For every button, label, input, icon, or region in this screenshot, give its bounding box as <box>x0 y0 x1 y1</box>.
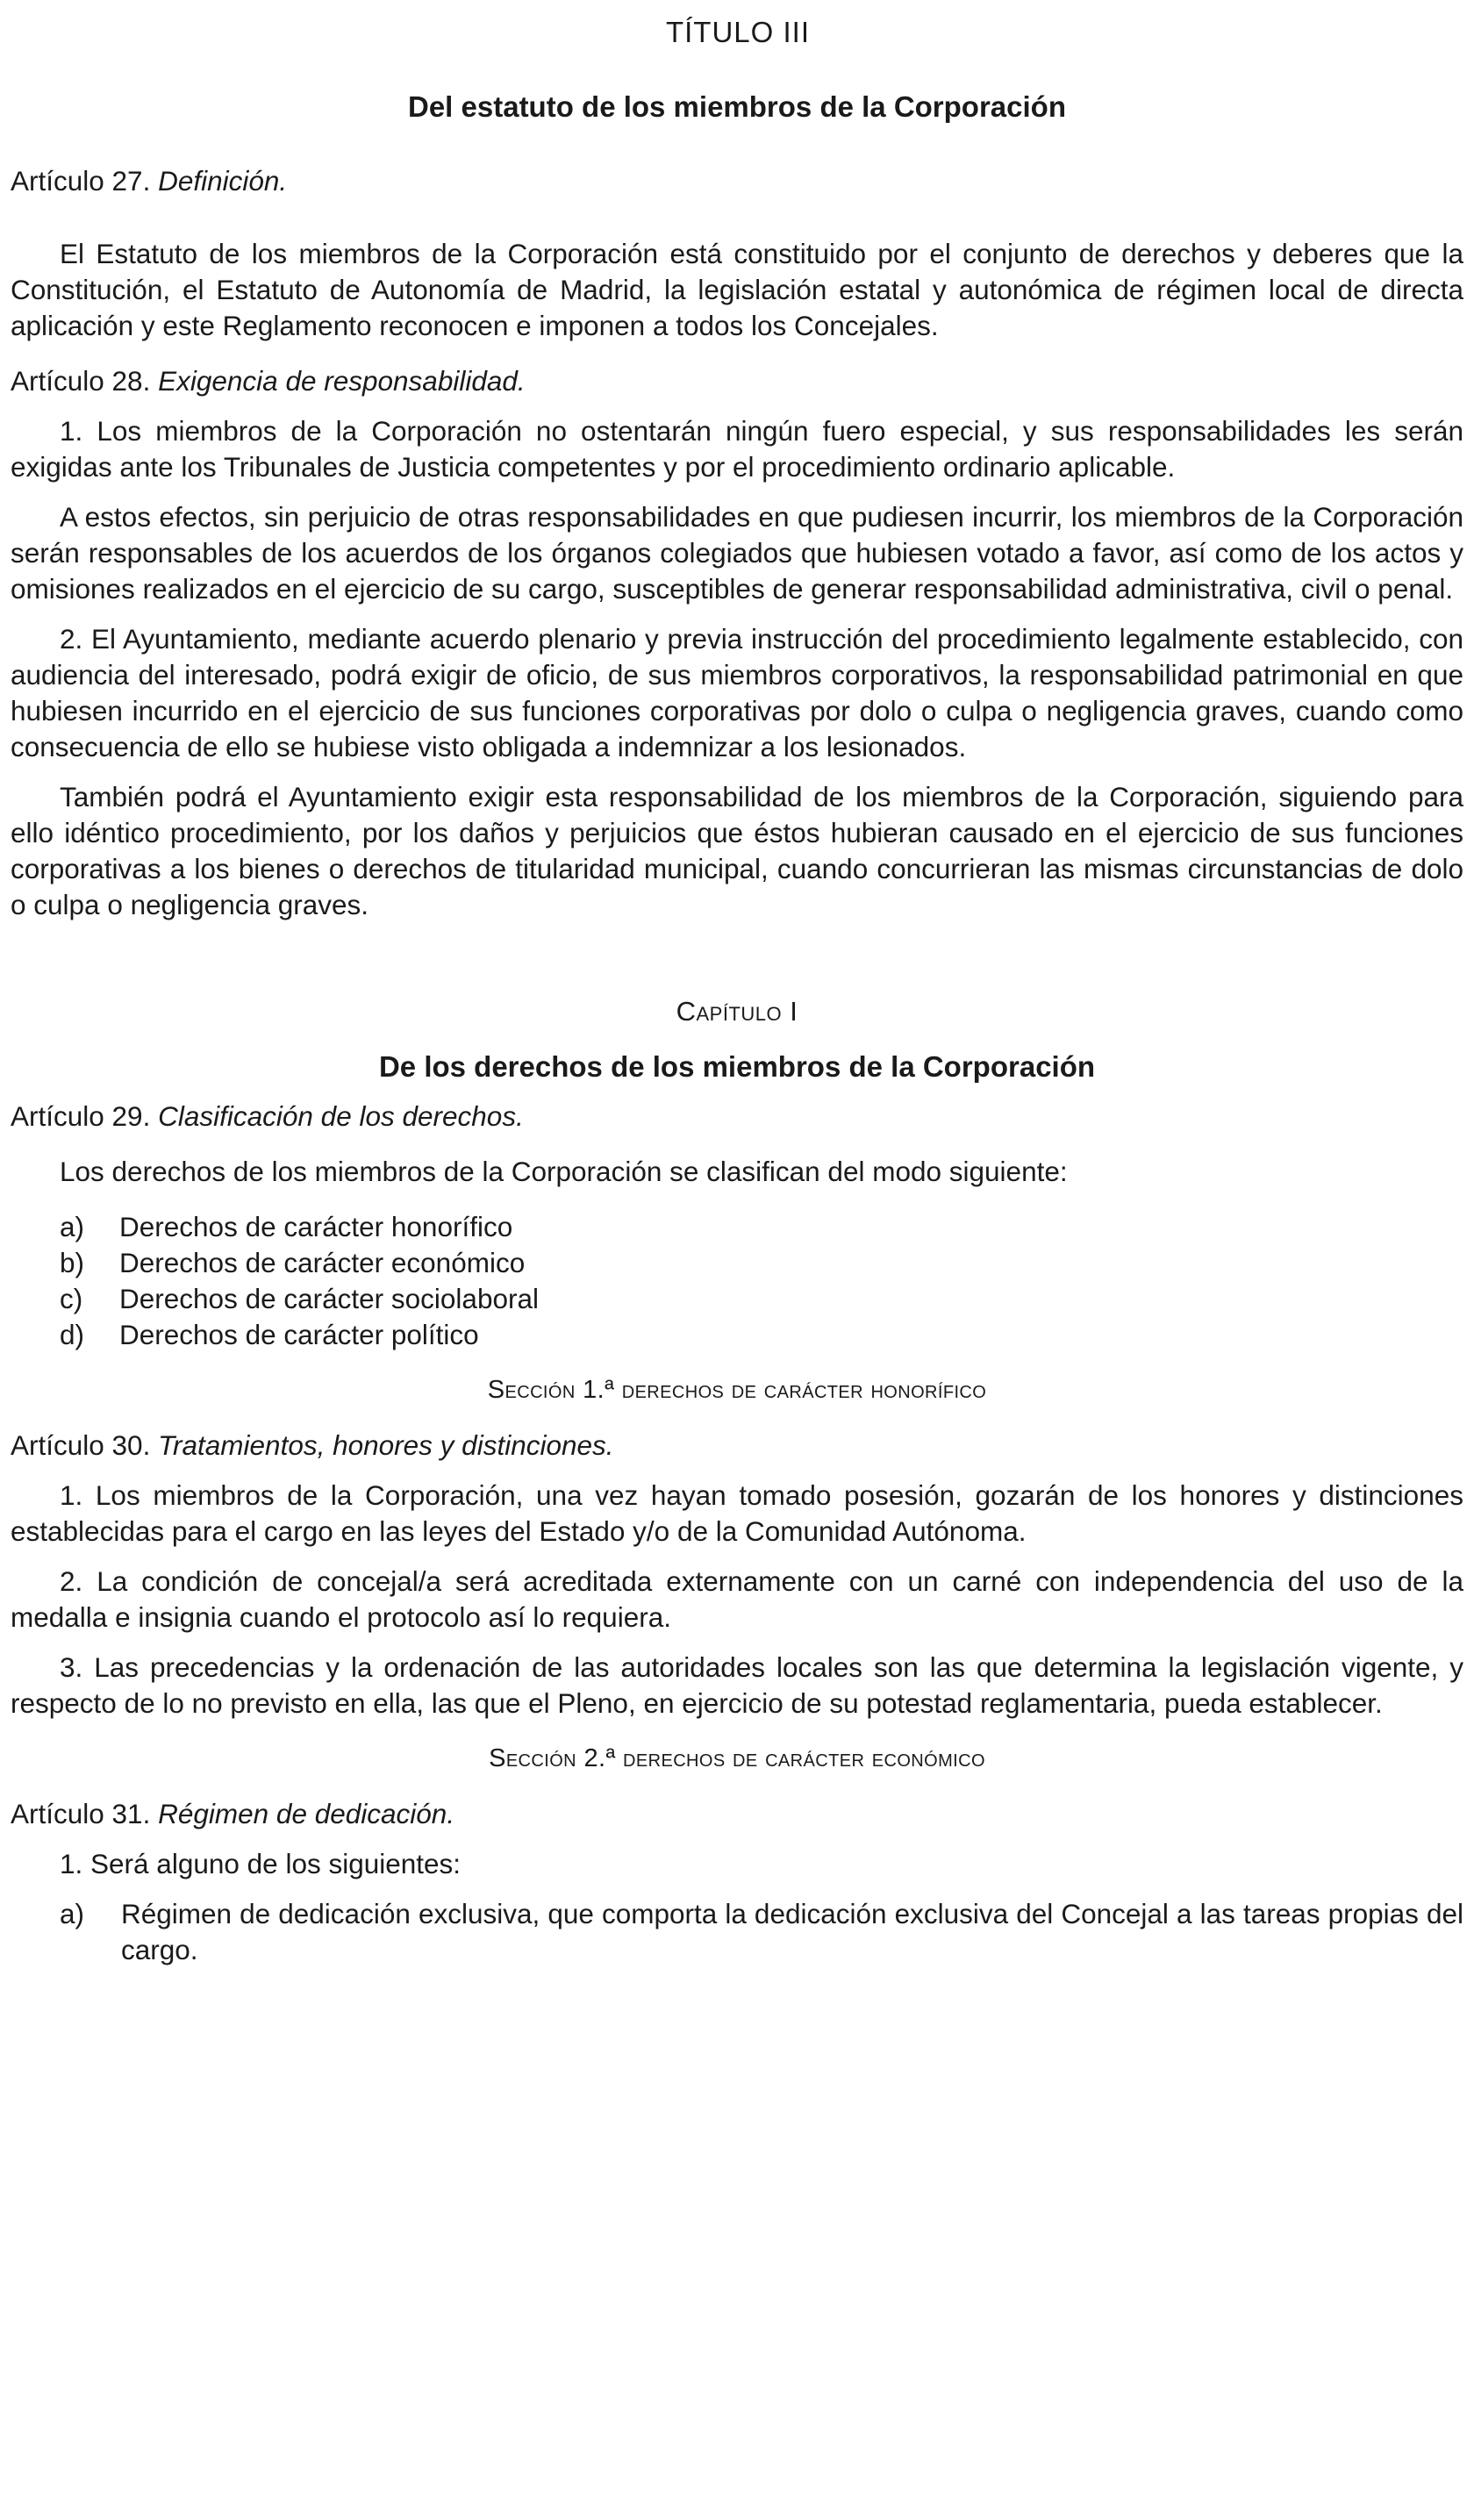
list-marker: a) <box>60 1898 85 1929</box>
article-29-number: Artículo 29. <box>11 1100 151 1132</box>
article-30-title: Tratamientos, honores y distinciones. <box>158 1429 614 1461</box>
article-31-number: Artículo 31. <box>11 1798 151 1829</box>
article-27-number: Artículo 27. <box>11 165 151 197</box>
list-marker: d) <box>60 1319 85 1350</box>
article-27-heading <box>11 163 1463 199</box>
document-page <box>11 0 1463 1968</box>
article-30-paragraph-2: 2. La condición de concejal/a será acreditada externamente con un carné con independencia del uso de la medalla e insignia cuando el protocolo así lo requiera. <box>11 1565 1463 1633</box>
seccion-2-title: Sección 2.ª derechos de carácter económico <box>489 1744 985 1772</box>
capitulo-label: Capítulo I <box>676 996 798 1027</box>
article-28-title: Exigencia de responsabilidad. <box>158 365 526 397</box>
list-item <box>11 1317 1463 1353</box>
article-28-paragraph-4: También podrá el Ayuntamiento exigir esta responsabilidad de los miembros de la Corporación, siguiendo para ello idéntico procedimiento, por los daños y perjuicios que éstos hubieran causado en el ejercicio de sus funciones corporativas a los bienes o derechos de titularidad municipal, cuando concurrieran las mismas circunstancias de dolo o culpa o negligencia graves. <box>11 781 1463 920</box>
article-29-list <box>11 1209 1463 1353</box>
article-29-title: Clasificación de los derechos. <box>158 1100 524 1132</box>
article-30-paragraph-3: 3. Las precedencias y la ordenación de las autoridades locales son las que determina la legislación vigente, y respecto de lo no previsto en ella, las que el Pleno, en ejercicio de su potestad reglamentaria, pueda establecer. <box>11 1651 1463 1719</box>
list-text: Derechos de carácter político <box>119 1319 479 1350</box>
list-text: Régimen de dedicación exclusiva, que comporta la dedicación exclusiva del Concejal a las tareas propias del cargo. <box>121 1898 1463 1965</box>
titulo-label: TÍTULO III <box>665 16 810 48</box>
article-31-list <box>11 1896 1463 1968</box>
list-marker: c) <box>60 1283 83 1314</box>
list-item <box>11 1209 1463 1245</box>
article-31-heading <box>11 1796 1463 1832</box>
article-30-number: Artículo 30. <box>11 1429 151 1461</box>
list-text: Derechos de carácter honorífico <box>119 1211 513 1242</box>
list-item <box>11 1245 1463 1281</box>
article-29-heading <box>11 1099 1463 1135</box>
capitulo-name: De los derechos de los miembros de la Corporación <box>378 1050 1096 1083</box>
article-27-title: Definición. <box>158 165 288 197</box>
article-28-heading <box>11 363 1463 399</box>
list-marker: a) <box>60 1211 85 1242</box>
titulo-name: Del estatuto de los miembros de la Corporación <box>408 90 1066 123</box>
seccion-1-title: Sección 1.ª derechos de carácter honorífico <box>487 1376 987 1404</box>
article-28-number: Artículo 28. <box>11 365 151 397</box>
article-31-paragraph-1: 1. Será alguno de los siguientes: <box>60 1848 462 1879</box>
article-29-intro: Los derechos de los miembros de la Corporación se clasifican del modo siguiente: <box>60 1156 1068 1187</box>
article-28-paragraph-3: 2. El Ayuntamiento, mediante acuerdo plenario y previa instrucción del procedimiento legalmente establecido, con audiencia del interesado, podrá exigir de oficio, de sus miembros corporativos, la responsabilidad patrimonial en que hubiesen incurrido en el ejercicio de sus funciones corporativas por dolo o culpa o negligencia graves, cuando como consecuencia de ello se hubiese visto obligada a indemnizar a los lesionados. <box>11 623 1463 762</box>
article-27-paragraph-1: El Estatuto de los miembros de la Corporación está constituido por el conjunto de derechos y deberes que la Constitución, el Estatuto de Autonomía de Madrid, la legislación estatal y autonómica de régimen local de directa aplicación y este Reglamento reconocen e imponen a todos los Concejales. <box>11 238 1463 341</box>
list-text: Derechos de carácter sociolaboral <box>119 1283 539 1314</box>
article-28-paragraph-2: A estos efectos, sin perjuicio de otras responsabilidades en que pudiesen incurrir, los miembros de la Corporación serán responsables de los acuerdos de los órganos colegiados que hubiesen votado a favor, así como de los actos y omisiones realizados en el ejercicio de su cargo, susceptibles de generar responsabilidad administrativa, civil o penal. <box>11 501 1463 605</box>
article-28-paragraph-1: 1. Los miembros de la Corporación no ostentarán ningún fuero especial, y sus responsabilidades les serán exigidas ante los Tribunales de Justicia competentes y por el procedimiento ordinario aplicable. <box>11 415 1463 483</box>
article-31-title: Régimen de dedicación. <box>158 1798 455 1829</box>
article-30-heading <box>11 1428 1463 1464</box>
list-text: Derechos de carácter económico <box>119 1247 526 1278</box>
article-30-paragraph-1: 1. Los miembros de la Corporación, una vez hayan tomado posesión, gozarán de los honores y distinciones establecidas para el cargo en las leyes del Estado y/o de la Comunidad Autónoma. <box>11 1479 1463 1547</box>
list-item <box>11 1281 1463 1317</box>
list-item <box>11 1896 1463 1968</box>
list-marker: b) <box>60 1247 85 1278</box>
